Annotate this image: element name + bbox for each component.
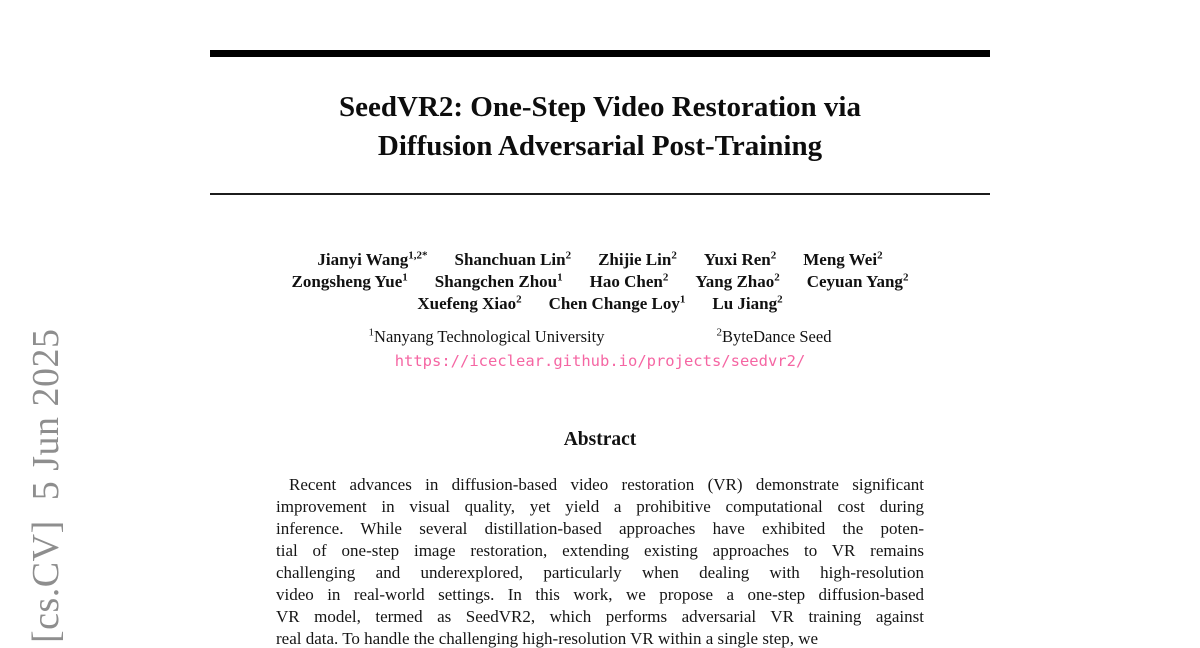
author-affil-sup: 1: [402, 271, 408, 284]
author-affil-sup: 1: [679, 293, 686, 306]
author-affil-sup: 2: [774, 271, 780, 284]
affiliation-block: [210, 327, 990, 347]
project-link-row: [210, 352, 990, 371]
arxiv-stamp: [cs.CV] 5 Jun 2025: [25, 328, 67, 643]
abstract-line: VR model, termed as SeedVR2, which performs adversarial VR training against: [276, 607, 924, 626]
author: Lu Jiang$^2$: [712, 293, 783, 313]
author-affil-sup: 2: [516, 293, 522, 306]
author-affil-sup: 2: [565, 249, 572, 262]
author: Ceyuan Yang$^2$: [806, 271, 909, 291]
author-affil-sup: 1,2*: [408, 249, 428, 262]
abstract-line: challenging and underexplored, particularly when dealing with high-resolution: [276, 563, 924, 582]
abstract-line: inference. While several distillation-based approaches have exhibited the poten-: [276, 519, 924, 538]
author: Zhijie Lin$^2$: [598, 249, 677, 269]
author-block: [210, 249, 990, 315]
abstract-line: Recent advances in diffusion-based video restoration (VR) demonstrate significant: [289, 475, 924, 494]
abstract-line: real data. To handle the challenging high-resolution VR within a single step, we: [276, 629, 819, 648]
author-affil-sup: 2: [770, 249, 777, 262]
paper-title: [210, 88, 990, 166]
author: Jianyi Wang$^{1,2*}$: [317, 249, 428, 269]
abstract-line: improvement in visual quality, yet yield a prohibitive computational cost during: [276, 497, 924, 516]
abstract-heading: Abstract: [563, 429, 637, 450]
author-row-3: [210, 293, 990, 315]
paper-content: [210, 0, 990, 648]
author-affil-sup: 2: [662, 271, 669, 284]
abstract-line: video in real-world settings. In this work, we propose a one-step diffusion-based: [276, 585, 924, 604]
title-divider-rule: [210, 193, 990, 195]
author-affil-sup: 2: [671, 249, 677, 262]
author: Xuefeng Xiao$^2$: [417, 293, 522, 313]
affiliation-sup: 2: [716, 326, 722, 339]
author-row-1: [210, 249, 990, 271]
author-affil-sup: 2: [877, 249, 883, 262]
author: Chen Change Loy$^1$: [548, 293, 686, 313]
author: Yang Zhao$^2$: [695, 271, 780, 291]
abstract-line: tial of one-step image restoration, extending existing approaches to VR remains: [276, 541, 924, 560]
project-url-link[interactable]: https://iceclear.github.io/projects/seedvr2/: [394, 352, 806, 370]
author: Shangchen Zhou$^1$: [434, 271, 563, 291]
author: Meng Wei$^2$: [803, 249, 883, 269]
paper-title-line2: Diffusion Adversarial Post-Training: [377, 130, 823, 162]
affiliation-2: $^2$ByteDance Seed: [716, 326, 832, 346]
top-rule: [210, 50, 990, 57]
paper-title-line1: SeedVR2: One-Step Video Restoration via: [339, 91, 861, 123]
author: Yuxi Ren$^2$: [703, 249, 777, 269]
affiliation-1: $^1$Nanyang Technological University: [368, 326, 605, 346]
author-row-2: [210, 271, 990, 293]
author-affil-sup: 1: [557, 271, 563, 284]
abstract-text: [276, 474, 924, 648]
author: Hao Chen$^2$: [589, 271, 669, 291]
author-affil-sup: 2: [777, 293, 783, 306]
affiliation-sup: 1: [368, 326, 375, 339]
author: Shanchuan Lin$^2$: [454, 249, 572, 269]
author-affil-sup: 2: [902, 271, 909, 284]
author: Zongsheng Yue$^1$: [291, 271, 408, 291]
